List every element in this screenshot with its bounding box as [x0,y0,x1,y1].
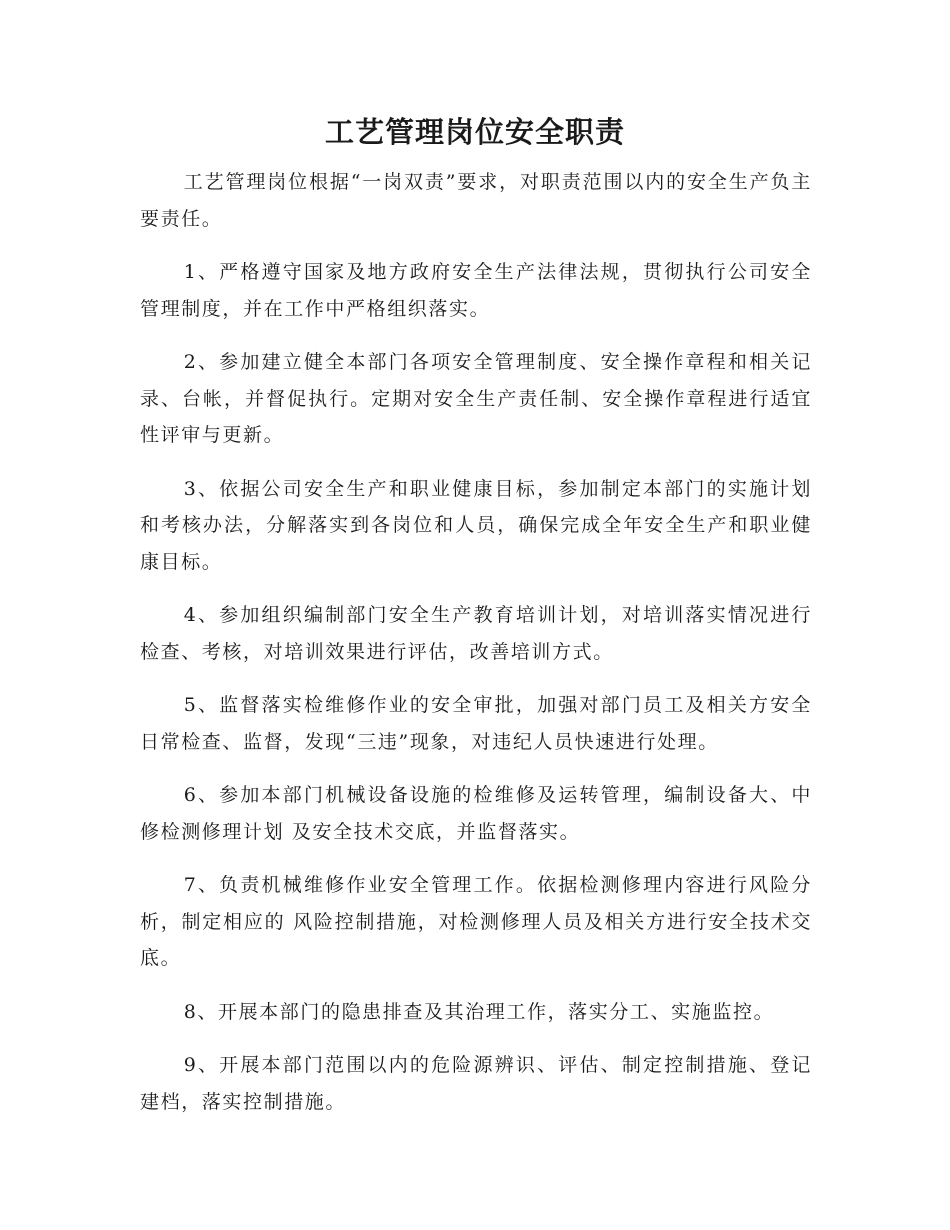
paragraph-item-3: 3、依据公司安全生产和职业健康目标，参加制定本部门的实施计划和考核办法，分解落实到各岗位和人员，确保完成全年安全生产和职业健康目标。 [140,477,812,573]
paragraph-item-6: 6、参加本部门机械设备设施的检维修及运转管理，编制设备大、中修检测修理计划 及安全技术交底，并监督落实。 [140,784,812,843]
document-title: 工艺管理岗位安全职责 [324,115,625,149]
paragraph-intro: 工艺管理岗位根据“一岗双责”要求，对职责范围以内的安全生产负主要责任。 [140,171,812,230]
paragraph-item-7: 7、负责机械维修作业安全管理工作。依据检测修理内容进行风险分析，制定相应的 风险控制措施，对检测修理人员及相关方进行安全技术交底。 [140,874,812,969]
paragraph-item-2: 2、参加建立健全本部门各项安全管理制度、安全操作章程和相关记录、台帐，并督促执行。定期对安全生产责任制、安全操作章程进行适宜性评审与更新。 [140,351,812,446]
paragraph-item-5: 5、监督落实检维修作业的安全审批，加强对部门员工及相关方安全日常检查、监督，发现“三违”现象，对违纪人员快速进行处理。 [140,694,812,753]
document-body [140,164,812,1137]
paragraph-item-4: 4、参加组织编制部门安全生产教育培训计划，对培训落实情况进行检查、考核，对培训效果进行评估，改善培训方式。 [140,604,812,663]
paragraph-item-9: 9、开展本部门范围以内的危险源辨识、评估、制定控制措施、登记建档，落实控制措施。 [140,1054,812,1113]
paragraph-item-8: 8、开展本部门的隐患排查及其治理工作，落实分工、实施监控。 [183,1000,775,1023]
paragraph-item-1: 1、严格遵守国家及地方政府安全生产法律法规，贯彻执行公司安全管理制度，并在工作中严格组织落实。 [140,261,812,320]
